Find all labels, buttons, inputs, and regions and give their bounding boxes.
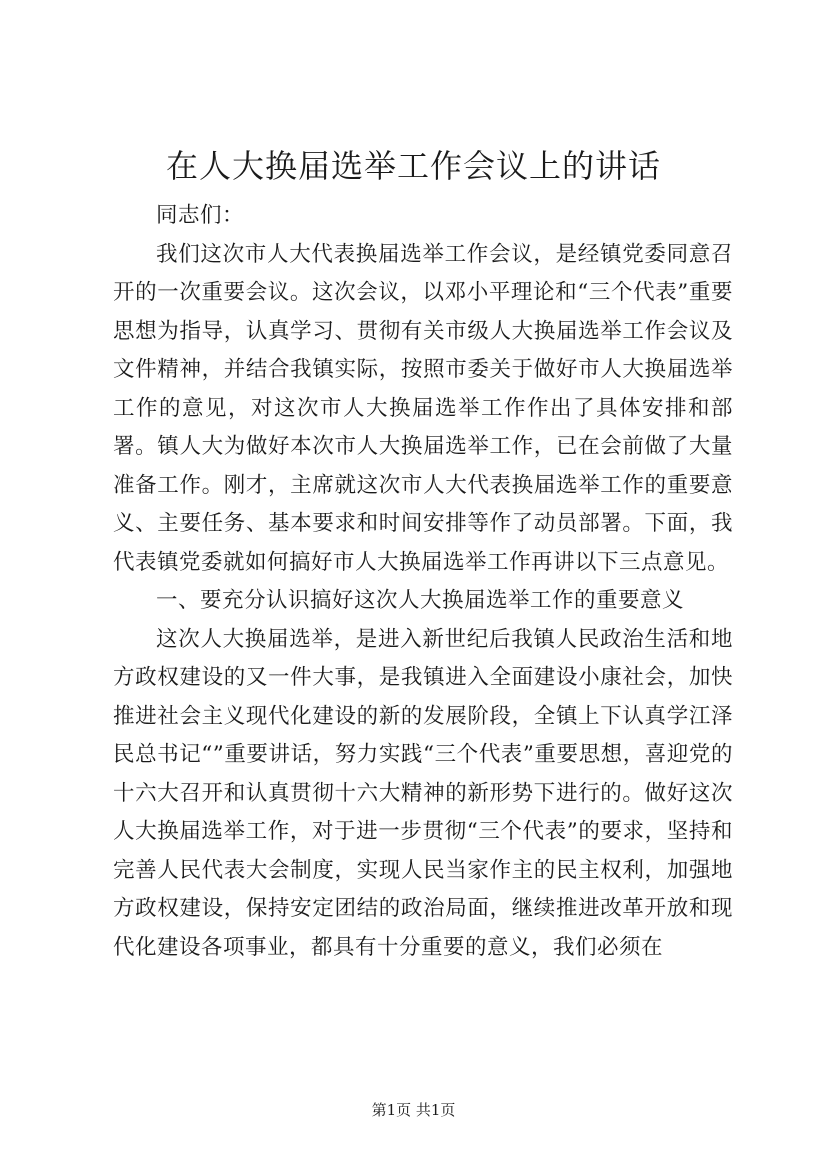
salutation: 同志们： — [156, 203, 245, 228]
document-body — [113, 197, 733, 967]
page-footer — [0, 1100, 827, 1120]
document-title: 在人大换届选举工作会议上的讲话 — [165, 147, 661, 185]
paragraph: 我们这次市人大代表换届选举工作会议，是经镇党委同意召开的一次重要会议。这次会议，以邓小平理论和“三个代表”重要思想为指导，认真学习、贯彻有关市级人大换届选举工作会议及文件精神，并结合我镇实际，按照市委关于做好市人大换届选举工作的意见，对这次市人大换届选举工作作出了具体安排和部署。镇人大为做好本次市人大换届选举工作，已在会前做了大量准备工作。刚才，主席就这次市人大代表换届选举工作的重要意义、主要任务、基本要求和时间安排等作了动员部署。下面，我代表镇党委就如何搞好市人大换届选举工作再讲以下三点意见。 — [113, 241, 733, 575]
page-number: 第1页 共1页 — [371, 1101, 456, 1119]
paragraph: 这次人大换届选举，是进入新世纪后我镇人民政治生活和地方政权建设的又一件大事，是我镇进入全面建设小康社会，加快推进社会主义现代化建设的新的发展阶段，全镇上下认真学江泽民总书记“”重要讲话，努力实践“三个代表”重要思想，喜迎党的十六大召开和认真贯彻十六大精神的新形势下进行的。做好这次人大换届选举工作，对于进一步贯彻“三个代表”的要求，坚持和完善人民代表大会制度，实现人民当家作主的民主权利，加强地方政权建设，保持安定团结的政治局面，继续推进改革开放和现代化建设各项事业，都具有十分重要的意义，我们必须在 — [113, 626, 733, 960]
section-heading: 一、要充分认识搞好这次人大换届选举工作的重要意义 — [156, 588, 685, 613]
